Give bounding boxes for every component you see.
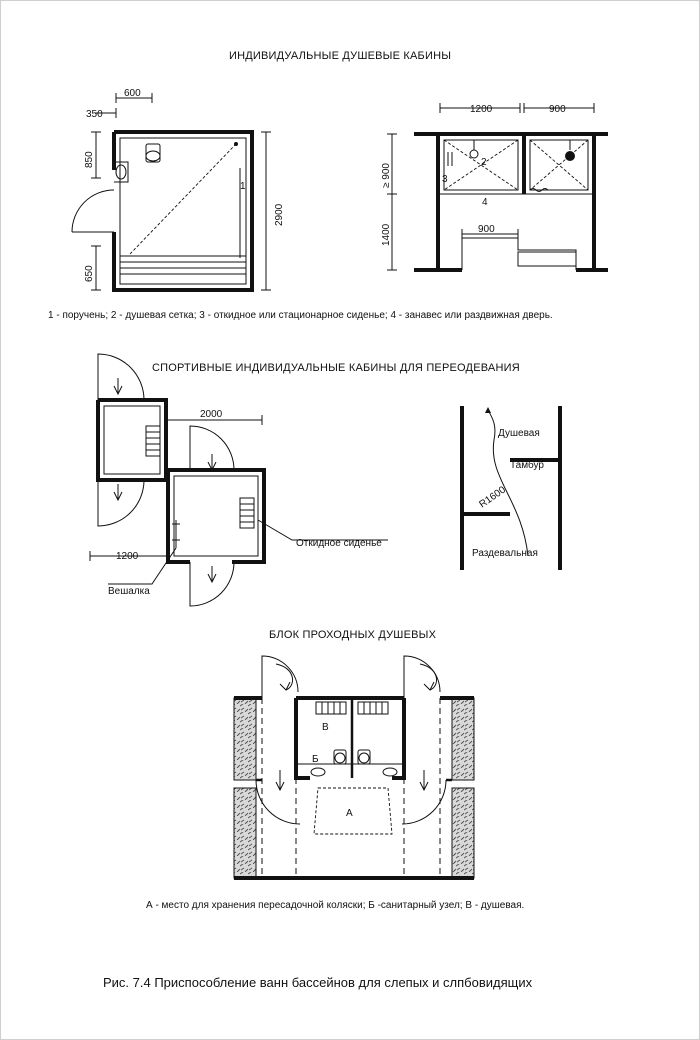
toilet-fixture (146, 144, 160, 162)
arrow-down-right-icon (420, 770, 428, 790)
plan-pass-through-block (234, 656, 474, 878)
arrow-down-1-icon (114, 378, 122, 394)
heading-changing-cabins: СПОРТИВНЫЕ ИНДИВИДУАЛЬНЫЕ КАБИНЫ ДЛЯ ПЕРЕОДЕВАНИЯ (152, 362, 520, 374)
dim-1200: 1200 (470, 104, 493, 115)
bench (120, 256, 246, 284)
dim-600: 600 (124, 88, 141, 99)
washbasin-fixture (114, 162, 128, 182)
hanger-bar (172, 520, 180, 548)
shower-head-1-icon (470, 140, 478, 158)
mark-3: 3 (442, 174, 448, 185)
label-folding-seat: Откидное сиденье (296, 538, 382, 549)
seat-bar (448, 152, 452, 166)
label-b: Б (312, 754, 319, 765)
dim-1200-b: 1200 (116, 551, 139, 562)
bench-rect (518, 252, 576, 266)
shower-bench-right (358, 702, 388, 714)
dim-900-top: 900 (549, 104, 566, 115)
shower-head-2-icon (565, 140, 575, 161)
plan-shower-cabin-1 (72, 88, 285, 290)
cabin1-walls (114, 132, 252, 290)
stone-wall-right-bottom (452, 788, 474, 878)
arrow-down-2-icon (114, 484, 122, 500)
mark-4: 4 (482, 197, 488, 208)
dim-850: 850 (84, 151, 95, 168)
shower-bench-left (316, 702, 346, 714)
door-swing-a-bottom (98, 480, 144, 526)
stone-wall-left-top (234, 698, 256, 780)
arrow-down-4-icon (208, 566, 216, 582)
stone-wall-left-bottom (234, 788, 256, 878)
block-left-inner (296, 698, 310, 778)
dim-1400: 1400 (381, 223, 392, 246)
label-a: А (346, 808, 353, 819)
heading-pass-through-showers: БЛОК ПРОХОДНЫХ ДУШЕВЫХ (269, 629, 437, 641)
label-radius: R1600 (477, 484, 508, 511)
basin-left-icon (311, 768, 325, 776)
curved-arrow-right-icon (420, 664, 437, 690)
dim-line-2900 (261, 132, 271, 290)
dim-900-bottom: 900 (478, 224, 495, 235)
stone-wall-right-top (452, 698, 474, 780)
door-swing (72, 190, 114, 232)
label-vestibule: Тамбур (510, 460, 544, 471)
shower-bench-left-lines (322, 702, 340, 714)
cabin-a-inner (104, 406, 160, 474)
block-right-inner (392, 698, 404, 778)
seat-leader-line (258, 520, 388, 540)
plan-changing-cabins (90, 354, 388, 606)
plan-shower-cabin-2 (381, 103, 608, 270)
figure-caption: Рис. 7.4 Приспособление ванн бассейнов для слепых и слпбовидящих (103, 975, 533, 990)
label-changing-room: Раздевальная (472, 548, 538, 559)
arrow-down-3-icon (208, 454, 216, 470)
label-v: В (322, 722, 329, 733)
curved-arrow-left-icon (276, 664, 293, 690)
plan-vestibule-scheme (462, 406, 560, 570)
dim-350: 350 (86, 109, 103, 120)
basin-right-icon (383, 768, 397, 776)
wheelchair-storage-area (314, 788, 392, 834)
dim-650: 650 (84, 265, 95, 282)
label-hanger: Вешалка (108, 586, 150, 597)
dim-2000: 2000 (200, 409, 223, 420)
shower-legend-caption: 1 - поручень; 2 - душевая сетка; 3 - откидное или стационарное сиденье; 4 - занавес или раздвижная дверь. (48, 310, 553, 321)
cubicle-2-diagonals (530, 140, 588, 190)
bench-outline (462, 238, 576, 270)
block-legend-caption: А - место для хранения пересадочной коляски; Б -санитарный узел; В - душевая. (146, 900, 525, 911)
shower-bench-right-lines (364, 702, 382, 714)
heading-shower-cabins: ИНДИВИДУАЛЬНЫЕ ДУШЕВЫЕ КАБИНЫ (229, 50, 452, 62)
bench-b (240, 498, 254, 528)
arrow-down-left-icon (276, 770, 284, 790)
door-swing-top (98, 354, 144, 400)
label-shower-room: Душевая (498, 428, 540, 439)
door-swing-top-right (404, 656, 440, 698)
dim-900-side: ≥ 900 (381, 163, 392, 188)
dim-2900: 2900 (274, 203, 285, 226)
toilet-right-icon (358, 750, 370, 764)
bench-a (146, 426, 160, 456)
toilet-left-icon (334, 750, 346, 764)
shower-head-icon (234, 142, 238, 146)
mark-1: 1 (240, 181, 246, 192)
cabin-a-walls (98, 400, 166, 480)
mark-2: 2 (481, 157, 487, 168)
